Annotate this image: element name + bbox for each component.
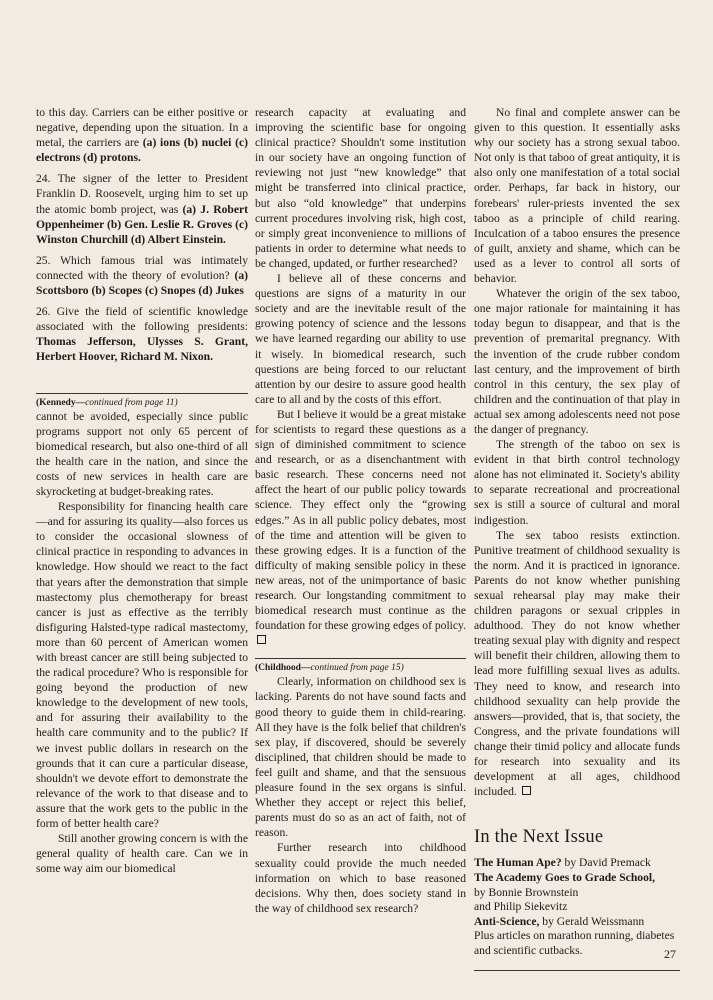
quiz-question-26	[36, 304, 248, 364]
quiz-options: Thomas Jefferson, Ulysses S. Grant, Herbert Hoover, Richard M. Nixon.	[36, 335, 248, 364]
quiz-options: (a) ions (b) nuclei (c) electrons (d) protons.	[36, 136, 248, 165]
childhood-paragraph-1: Clearly, information on childhood sex is lacking. Parents do not have sound facts and good theory to guide them in child-rearing. All they have is the folk belief that children's sex play, if discovered, should be severely disciplined, that children should be made to feel guilt and shame, and that the sensuous pleasure found in the sex organs is sinful. Whether they accept or reject this belief, parents must do so as an act of faith, not of reason.	[255, 675, 466, 840]
column-left	[36, 105, 248, 876]
column-middle	[255, 105, 466, 916]
kennedy-paragraph-1: cannot be avoided, especially since public programs support not only 65 percent of biomedical research, but also one-third of all the health care in the nation, and since the costs of new services in health care are skyrocketing at budget-breaking rates.	[36, 409, 248, 498]
section-divider	[255, 658, 466, 659]
childhood-paragraph-3: No final and complete answer can be given to this question. It essentially asks why our society has a strong sexual taboo. Not only is that taboo of great antiquity, it is also only one manifestation of a total social order. Perhaps, far back in history, our forebears' ruler-priests invented the sex taboo as a principle of child rearing. Inculcation of a taboo ensures the presence of guilt, anxiety and shame, which can be used as a lever to control all sorts of behavior.	[474, 106, 680, 286]
kennedy-paragraph-6: But I believe it would be a great mistake for scientists to regard these questions as a sign of diminished commitment to science and research, or as a disenchantment with basic research. These concerns need not affect the heart of our public policy towards science. They effect only the “growing edges.” As in all public policy debates, most of the time and attention will be given to these growing edges. It is a function of the difficulty of making sensible policy in these new areas, not of the unimportance of basic research. Our longstanding commitment to biomedical research must continue as the foundation for these growing edges of policy.	[255, 407, 466, 649]
quiz-question-24	[36, 171, 248, 246]
quiz-question-23	[36, 105, 248, 165]
next-issue-item: The Human Ape? by David Premack	[474, 856, 651, 870]
quiz-text: 26. Give the field of scientific knowledge associated with the following presidents:	[36, 305, 248, 334]
page-number: 27	[664, 947, 676, 961]
next-issue-item: The Academy Goes to Grade School,	[474, 870, 655, 884]
next-issue-byline: and Philip Siekevitz	[474, 900, 568, 914]
next-issue-box	[474, 827, 680, 971]
childhood-paragraph-4: Whatever the origin of the sex taboo, one major rationale for maintaining it has today begun to disappear, and that is the prevention of premarital pregnancy. With the invention of the crude rubber condom last century, and the improvement of birth control in this century, the sex play of children and the continuation of that play in actual sex among adolescents need not pose the danger of pregnancy.	[474, 287, 680, 436]
quiz-text: 25. Which famous trial was intimately connected with the theory of evolution?	[36, 253, 248, 282]
kennedy-paragraph-3: Still another growing concern is with the general quality of health care. Can we in some way aim our biomedical	[36, 832, 248, 876]
quiz-question-25	[36, 253, 248, 298]
section-divider	[474, 970, 680, 971]
next-issue-item: Anti-Science, by Gerald Weissmann	[474, 914, 645, 928]
kennedy-paragraph-2: Responsibility for financing health care—and for assuring its quality—also forces us to consider the occasional slowness of clinical practice in responding to advances in knowledge. How should we react to the fact that years after the demonstration that simple mastectomy plus chemotherapy for breast cancer is just as effective as the terribly disfiguring Halsted-type radical mastectomy, more than 60 percent of American women with breast cancer are still being subjected to the radical procedure? Who is responsible for going beyond the production of new knowledge to the development of new tools, and for assuring their availability to the health care community and to the public? If we invest public dollars in research on the grounds that it can cure a particular disease, shouldn't we devote effort to demonstrate the relevance of the work to that disease and to assure that the work gets to the public in the form of better health care?	[36, 500, 248, 831]
end-mark-icon	[257, 635, 266, 644]
next-issue-title: In the Next Issue	[474, 827, 604, 848]
childhood-paragraph-2: Further research into childhood sexuality could provide the much needed information on which to base reasoned decisions. Why then, does society stand in the way of childhood sex research?	[255, 841, 466, 915]
next-issue-byline: by Bonnie Brownstein	[474, 885, 579, 899]
kennedy-paragraph-5: I believe all of these concerns and questions are signs of a maturity in our society and are the inevitable result of the growing potency of science and the lessons we have learned regarding our ability to use it wisely. In biomedical research, such questions are being forced to our reluctant attention by our desire to assure good health care to all and by the costs of this effort.	[255, 272, 466, 406]
continuation-label-childhood: (Childhood—continued from page 15)	[255, 663, 404, 674]
kennedy-paragraph-4: research capacity at evaluating and improving the scientific base for ongoing clinical practice? Shouldn't some institution in our society have an ongoing function of reviewing not just “new knowledge” that might be transferred into clinical practice, but also “old knowledge” that underpins current procedures involving risk, high cost, or simply great inconvenience to millions of patients in order to determine what needs to be changed, updated, or further researched?	[255, 106, 466, 270]
column-right	[474, 105, 680, 971]
childhood-paragraph-5: The strength of the taboo on sex is evident in that birth control technology alone has not eliminated it. Society's ability to separate recreational and procreational sex is still a source of cultural and moral indigestion.	[474, 438, 680, 527]
next-issue-item: Plus articles on marathon running, diabetes and scientific cutbacks.	[474, 929, 675, 957]
quiz-text: 24. The signer of the letter to President Franklin D. Roosevelt, urging him to set up the atomic bomb project, was	[36, 172, 248, 216]
section-divider	[36, 393, 248, 394]
childhood-paragraph-6: The sex taboo resists extinction. Punitive treatment of childhood sexuality is the norm. And it is practiced in ignorance. Parents do not know whether punishing sexual rehearsal play may make their children paragons or sexual cripples in adulthood. They do not know whether treating sexual play with dignity and respect will benefit their children, allowing them to lead more fulfilling sexual lives as adults. They need to know, and research into childhood sexuality can help provide the answers—provided, that is, that society, the Congress, and the private foundations will change their timid policy and allocate funds for research into sexuality and its development at all ages, childhood included.	[474, 528, 680, 799]
quiz-text: to this day. Carriers can be either positive or negative, depending upon the situation. In a metal, the carriers are	[36, 106, 248, 150]
end-mark-icon	[522, 786, 531, 795]
quiz-options: (a) Scottsboro (b) Scopes (c) Snopes (d) Jukes	[36, 268, 248, 298]
quiz-options: (a) J. Robert Oppenheimer (b) Gen. Leslie R. Groves (c) Winston Churchill (d) Albert Einstein.	[36, 202, 249, 246]
continuation-label-kennedy: (Kennedy—continued from page 11)	[36, 397, 178, 408]
